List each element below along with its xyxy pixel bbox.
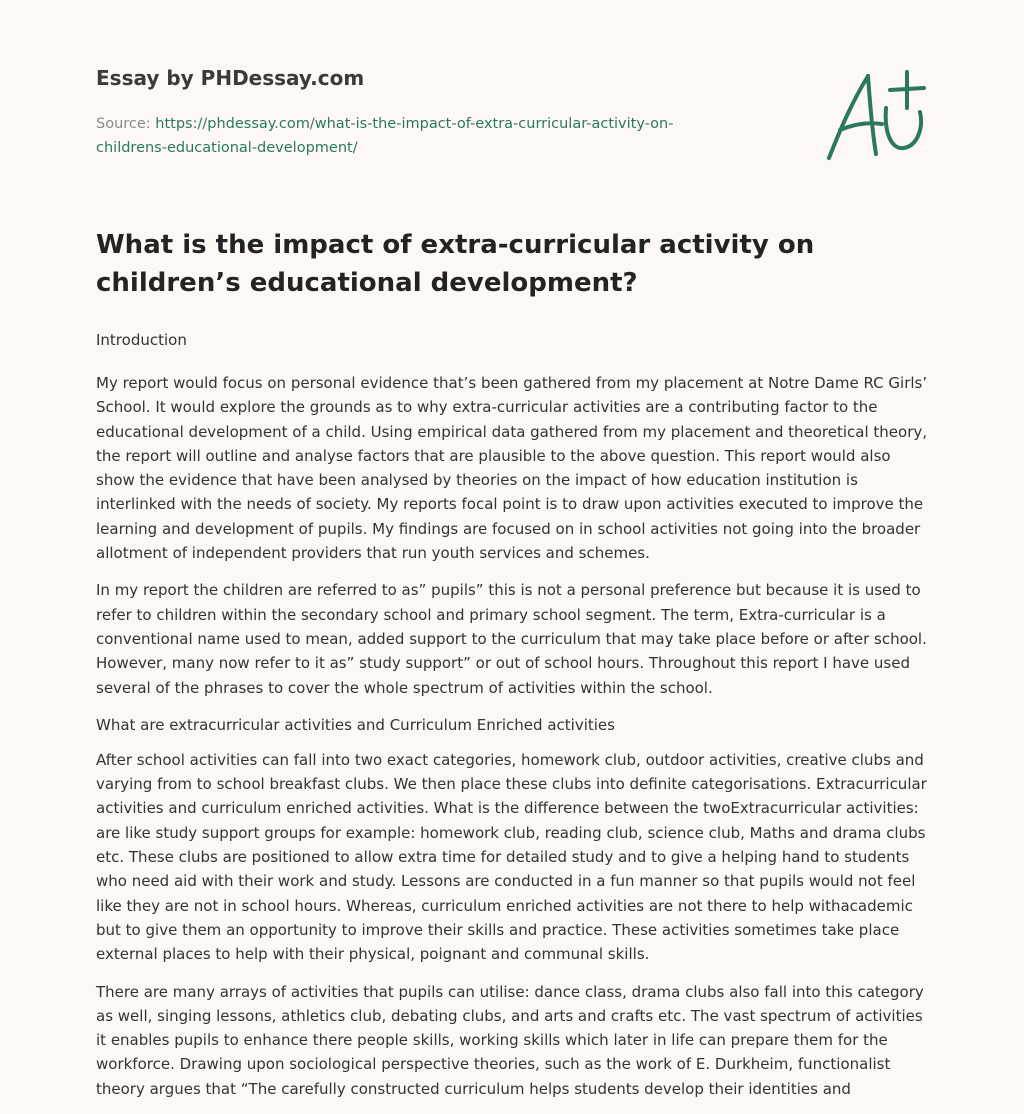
paragraph-4: There are many arrays of activities that pupils can utilise: dance class, drama clubs also fall into this category as well, singing lessons, athletics club, debating clubs, and arts and crafts etc. The vast spectrum of activities it enables pupils to enhance there people skills, working skills which later in life can prepare them for the workforce. Drawing upon sociological perspective theories, such as the work of E. Durkheim, functionalist theory argues that “The carefully constructed curriculum helps students develop their identities and bbox=[96, 982, 924, 1098]
source-line bbox=[96, 112, 736, 160]
source-link-line-2: childrens-educational-development/ bbox=[96, 140, 358, 156]
section-heading: What are extracurricular activities and Curriculum Enriched activities bbox=[96, 715, 615, 734]
paragraph-2: In my report the children are referred to as” pupils” this is not a personal preference but because it is used to refer to children within the secondary school and primary school segment. The term, Extra-curricular is a conventional name used to mean, added support to the curriculum that may take place before or after school. However, many now refer to it as” study support” or out of school hours. Throughout this report I have used several of the phrases to cover the whole spectrum of activities within the school. bbox=[96, 581, 927, 697]
source-label: Source: bbox=[96, 116, 156, 132]
a-plus-grade-icon bbox=[820, 64, 932, 168]
intro-heading: Introduction bbox=[96, 331, 187, 349]
paragraph-1: My report would focus on personal evidence that’s been gathered from my placement at Notre Dame RC Girls’ School. It would explore the grounds as to why extra-curricular activities are a contributing factor to the educational development of a child. Using empirical data gathered from my placement and theoretical theory, the report will outline and analyse factors that are plausible to the above question. This report would also show the evidence that have been analysed by theories on the impact of how education institution is interlinked with the needs of society. My reports focal point is to draw upon activities executed to improve the learning and development of pupils. My findings are focused on in school activities not going into the broader allotment of independent providers that run youth services and schemes. bbox=[96, 374, 928, 563]
article-body bbox=[96, 226, 932, 1114]
essay-title: What is the impact of extra-curricular activity on children’s educational development? bbox=[96, 230, 815, 298]
page-header bbox=[96, 64, 736, 160]
source-link-line-1: https://phdessay.com/what-is-the-impact-of-extra-curricular-activity-on- bbox=[155, 116, 674, 132]
paragraph-3: After school activities can fall into two exact categories, homework club, outdoor activities, creative clubs and varying from to school breakfast clubs. We then place these clubs into definite categorisations. Extracurricular activities and curriculum enriched activities. What is the difference between the twoExtracurricular activities: are like study support groups for example: homework club, reading club, science club, Maths and drama clubs etc. These clubs are positioned to allow extra time for detailed study and to give a helping hand to students who need aid with their work and study. Lessons are conducted in a fun manner so that pupils would not feel like they are not in school hours. Whereas, curriculum enriched activities are not there to help withacademic but to give them an opportunity to improve their skills and practice. These activities sometimes take place external places to help with their physical, poignant and communal skills. bbox=[96, 750, 927, 964]
site-brand: Essay by PHDessay.com bbox=[96, 66, 365, 90]
source-link[interactable] bbox=[96, 116, 673, 156]
